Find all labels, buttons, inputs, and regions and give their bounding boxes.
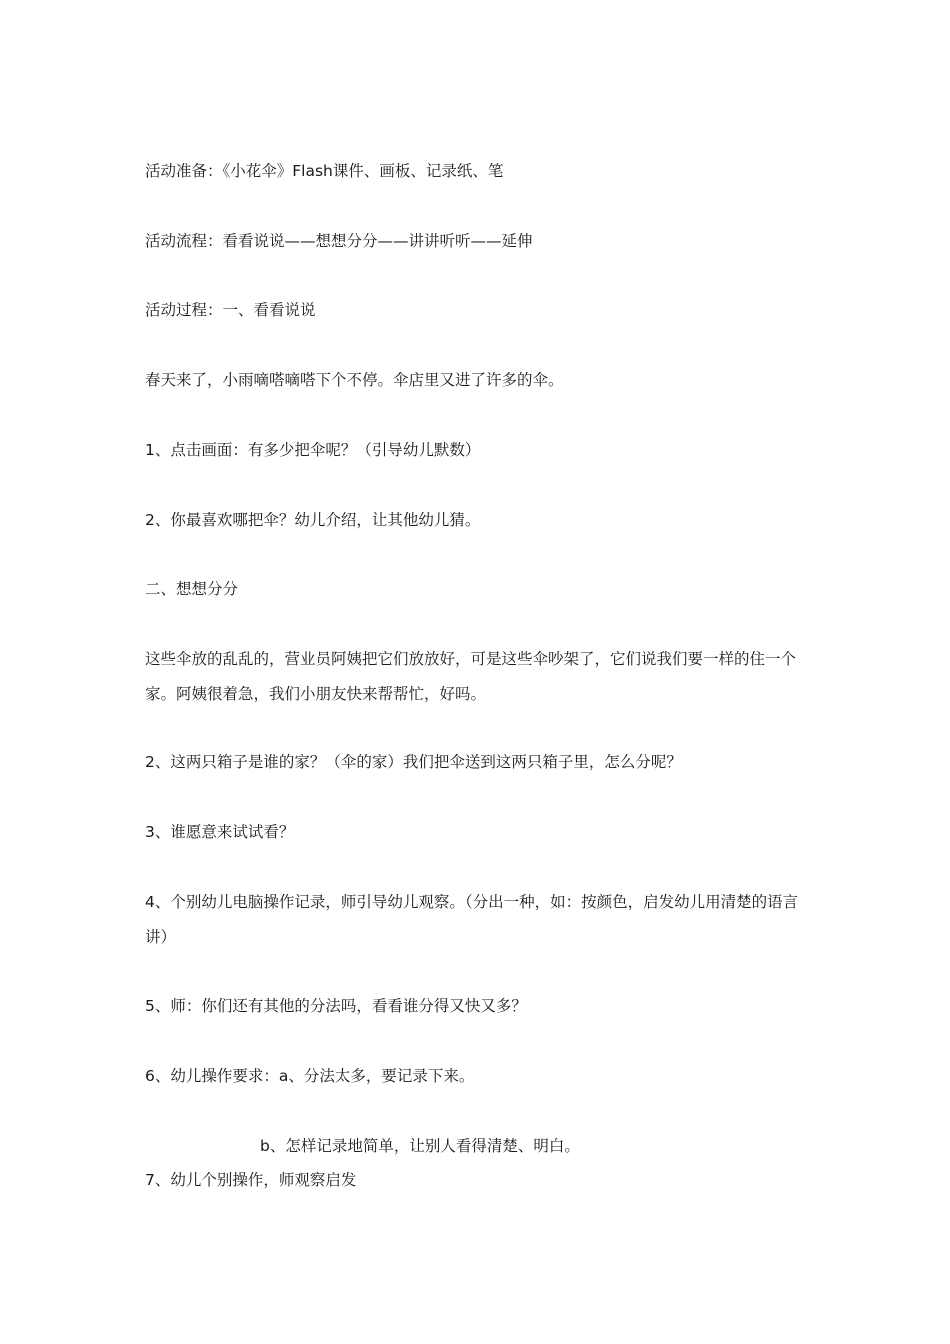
requirement-a-line: 6、幼儿操作要求：a、分法太多，要记录下来。 [145,1067,475,1085]
computer-operation-paragraph: 4、个别幼儿电脑操作记录，师引导幼儿观察。（分出一种，如：按颜色，启发幼儿用清楚的语言讲） [145,893,799,946]
preparation-line: 活动准备：《小花伞》Flash课件、画板、记录纸、笔 [145,162,504,180]
step-2-line: 2、你最喜欢哪把伞？幼儿介绍，让其他幼儿猜。 [145,511,481,529]
sorting-paragraph: 这些伞放的乱乱的，营业员阿姨把它们放放好，可是这些伞吵架了，它们说我们要一样的住一个家。阿姨很着急，我们小朋友快来帮帮忙，好吗。 [145,650,797,703]
section-2-heading: 二、想想分分 [145,580,239,598]
step-1-line: 1、点击画面：有多少把伞呢？（引导幼儿默数） [145,441,481,459]
teacher-question-line: 5、师：你们还有其他的分法吗，看看谁分得又快又多？ [145,997,527,1015]
try-line: 3、谁愿意来试试看？ [145,823,295,841]
requirement-b-line: b、怎样记录地简单，让别人看得清楚、明白。 [260,1137,580,1155]
intro-paragraph: 春天来了，小雨嘀嗒嘀嗒下个不停。伞店里又进了许多的伞。 [145,371,564,389]
process-flow-line: 活动流程：看看说说——想想分分——讲讲听听——延伸 [145,232,533,250]
process-heading-line: 活动过程：一、看看说说 [145,301,316,319]
boxes-question-line: 2、这两只箱子是谁的家？（伞的家）我们把伞送到这两只箱子里，怎么分呢？ [145,753,682,771]
step-7-line: 7、幼儿个别操作，师观察启发 [145,1171,357,1189]
